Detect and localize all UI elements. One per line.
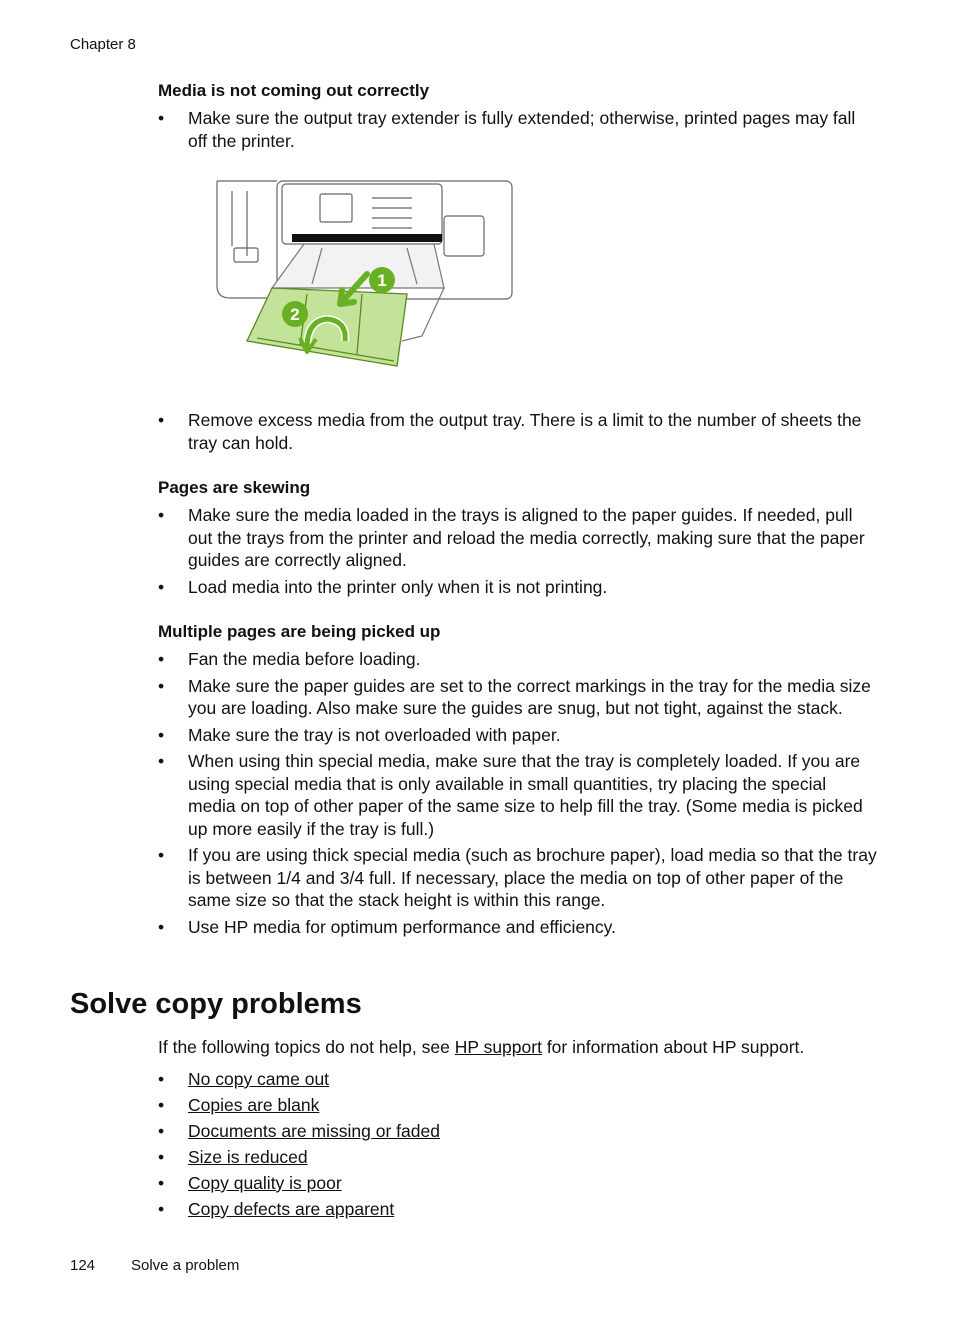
intro-paragraph: If the following topics do not help, see HP support for information about HP support. [158, 1037, 805, 1057]
list-skewing [158, 504, 878, 602]
list-item: • Make sure the media loaded in the trays is aligned to the paper guides. If needed, pull out the trays from the printer and reload the media correctly, making sure that the paper guides are correctly aligned. [158, 505, 865, 570]
bullet: • [158, 649, 165, 669]
bullet: • [158, 108, 165, 128]
list-media-out [158, 107, 878, 156]
step-2-label: 2 [290, 305, 300, 324]
link-copy-defects[interactable]: Copy defects are apparent [188, 1199, 395, 1219]
bullet: • [158, 505, 165, 525]
bullet: • [158, 1069, 165, 1089]
list-item: • Remove excess media from the output tray. There is a limit to the number of sheets the tray can hold. [158, 410, 862, 453]
step-1-label: 1 [377, 271, 387, 290]
heading-media-out: Media is not coming out correctly [158, 81, 430, 100]
link-documents-missing[interactable]: Documents are missing or faded [188, 1121, 440, 1141]
link-copy-quality[interactable]: Copy quality is poor [188, 1173, 342, 1193]
list-item [158, 1172, 878, 1195]
section-title: Solve copy problems [70, 988, 362, 1020]
bullet: • [158, 1147, 165, 1167]
link-size-reduced[interactable]: Size is reduced [188, 1147, 308, 1167]
bullet: • [158, 916, 165, 937]
bullet: • [158, 675, 165, 696]
copy-problems-links [158, 1068, 878, 1224]
heading-skewing: Pages are skewing [158, 478, 311, 497]
footer-section: Solve a problem [131, 1257, 240, 1274]
list-media-out-after [158, 409, 878, 458]
hp-support-link[interactable]: HP support [454, 1037, 542, 1057]
list-item: • Fan the media before loading. [158, 649, 421, 669]
chapter-label: Chapter 8 [70, 36, 136, 53]
link-no-copy[interactable]: No copy came out [188, 1069, 330, 1089]
printer-output-tray-illustration [212, 176, 517, 376]
bullet: • [158, 1095, 165, 1115]
list-multiple [158, 648, 878, 942]
list-item [158, 1120, 878, 1143]
list-item: • Make sure the paper guides are set to the correct markings in the tray for the media size you are loading. Also make sure the guides are snug, but not tight, against the stack. [158, 675, 871, 718]
list-item: • Make sure the output tray extender is fully extended; otherwise, printed pages may fall off the printer. [158, 108, 856, 151]
heading-multiple: Multiple pages are being picked up [158, 622, 441, 641]
list-item: • If you are using thick special media (such as brochure paper), load media so that the tray is between 1/4 and 3/4 full. If necessary, place the media on top of other paper of the same size so that the stack height is within this range. [158, 845, 877, 910]
bullet: • [158, 576, 165, 597]
bullet: • [158, 751, 165, 771]
page-number: 124 [70, 1257, 96, 1274]
bullet: • [158, 410, 165, 430]
list-item: • Load media into the printer only when it is not printing. [158, 576, 608, 597]
link-copies-blank[interactable]: Copies are blank [188, 1095, 320, 1115]
list-item [158, 1198, 878, 1221]
output-slot [292, 234, 442, 242]
list-item [158, 1068, 878, 1091]
list-item: • Use HP media for optimum performance and efficiency. [158, 916, 616, 937]
list-item [158, 1094, 878, 1117]
bullet: • [158, 724, 165, 745]
bullet: • [158, 1173, 165, 1193]
list-item: • Make sure the tray is not overloaded with paper. [158, 724, 561, 745]
list-item: • When using thin special media, make sure that the tray is completely loaded. If you are using special media that is only available in small quantities, try placing the special media on top of other paper of the same size to help fill the tray. (Some media is picked up more easily if the tray is full.) [158, 751, 863, 839]
bullet: • [158, 1121, 165, 1141]
list-item [158, 1146, 878, 1169]
bullet: • [158, 845, 165, 865]
bullet: • [158, 1199, 165, 1219]
